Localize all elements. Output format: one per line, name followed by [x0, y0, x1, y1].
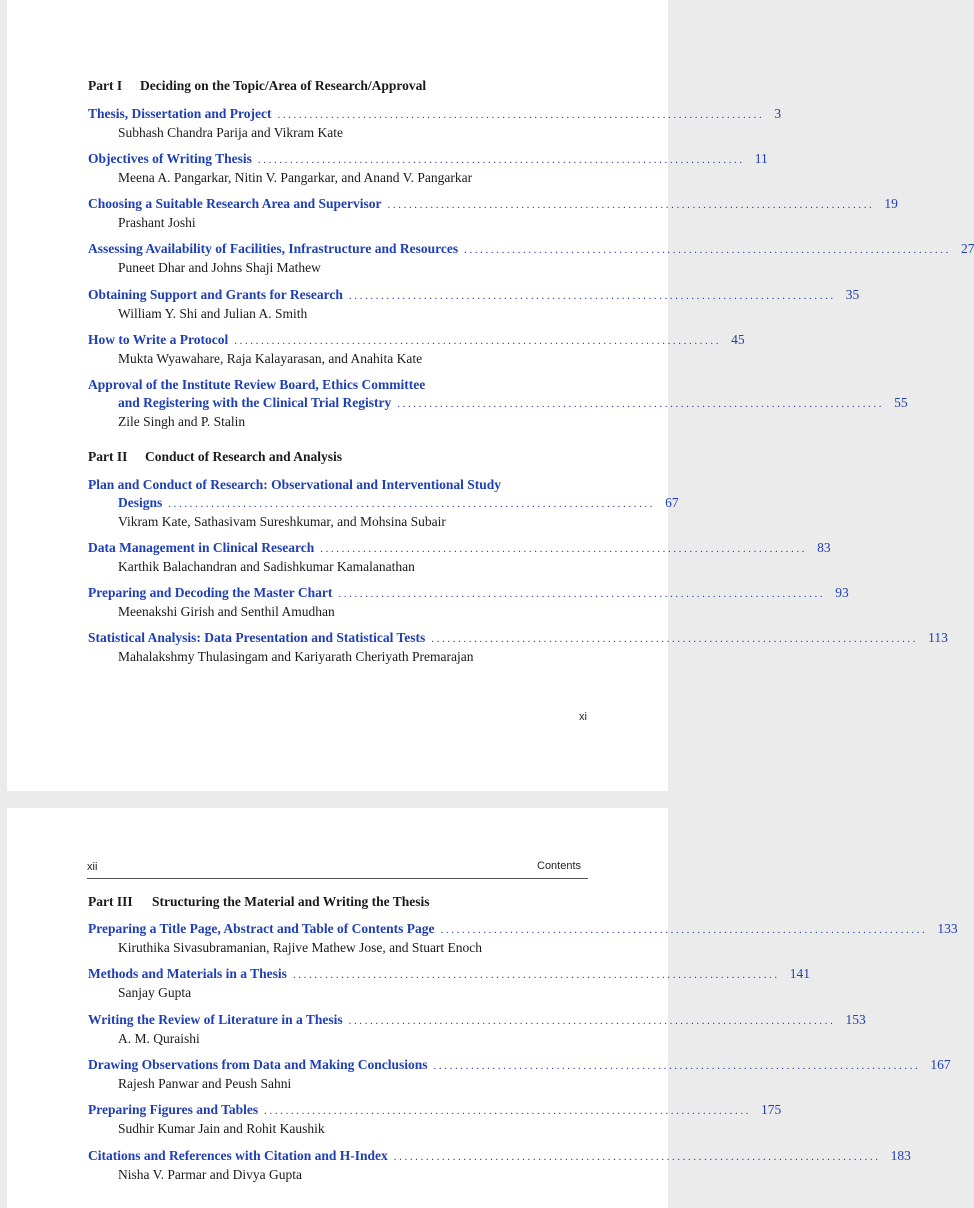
page-folio: xi — [579, 711, 587, 723]
toc-entry[interactable]: Drawing Observations from Data and Making Conclusions ........................................................................................... 167 Rajesh Panwar and Peush Sahni — [88, 1057, 951, 1091]
chapter-title[interactable]: Citations and References with Citation and H-Index — [88, 1148, 388, 1163]
page-number[interactable]: 3 — [774, 106, 782, 121]
page-number[interactable]: 67 — [665, 495, 679, 510]
chapter-title[interactable]: Preparing Figures and Tables — [88, 1102, 259, 1117]
chapter-authors: Karthik Balachandran and Sadishkumar Kamalanathan — [118, 559, 415, 574]
part-heading — [88, 894, 430, 910]
chapter-authors: Rajesh Panwar and Peush Sahni — [118, 1076, 292, 1091]
chapter-authors: Sanjay Gupta — [118, 985, 192, 1000]
chapter-title[interactable]: Assessing Availability of Facilities, Infrastructure and Resources — [88, 241, 459, 256]
chapter-authors: Sudhir Kumar Jain and Rohit Kaushik — [118, 1121, 325, 1136]
chapter-authors: Puneet Dhar and Johns Shaji Mathew — [118, 260, 321, 275]
part-heading — [88, 449, 342, 465]
toc-entry[interactable]: Plan and Conduct of Research: Observational and Interventional Study Designs ........................................................................................... 67 Vikram Kate, Sathasivam Sureshkumar, and Mohsina Subair — [88, 477, 679, 529]
chapter-authors: Vikram Kate, Sathasivam Sureshkumar, and Mohsina Subair — [118, 514, 446, 529]
header-rule — [87, 878, 588, 879]
chapter-authors: A. M. Quraishi — [118, 1031, 200, 1046]
chapter-authors: Mukta Wyawahare, Raja Kalayarasan, and Anahita Kate — [118, 351, 423, 366]
toc-entry[interactable]: Obtaining Support and Grants for Research ........................................................................................... 35 William Y. Shi and Julian A. Smith — [88, 287, 860, 321]
toc-entry[interactable]: Preparing and Decoding the Master Chart ........................................................................................... 93 Meenakshi Girish and Senthil Amudhan — [88, 585, 849, 619]
page-number[interactable]: 93 — [835, 585, 849, 600]
toc-entry[interactable]: Data Management in Clinical Research ........................................................................................... 83 Karthik Balachandran and Sadishkumar Kamalanathan — [88, 540, 831, 574]
part-heading — [88, 78, 426, 94]
chapter-authors: Zile Singh and P. Stalin — [118, 414, 246, 429]
page-number[interactable]: 141 — [789, 966, 811, 981]
part-number: Part II — [88, 449, 128, 464]
page-folio: xii — [87, 861, 98, 873]
page-number[interactable]: 113 — [928, 630, 948, 645]
toc-entry[interactable]: Preparing a Title Page, Abstract and Table of Contents Page ........................................................................................... 133 Kiruthika Sivasubramanian, Rajive Mathew Jose, and Stuart Enoch — [88, 921, 958, 955]
toc-entry[interactable]: Writing the Review of Literature in a Thesis ........................................................................................... 153 A. M. Quraishi — [88, 1012, 866, 1046]
toc-entry[interactable]: Approval of the Institute Review Board, Ethics Committee and Registering with the Clinical Trial Registry ........................................................................................... 55 Zile Singh and P. Stalin — [88, 377, 908, 429]
page-number[interactable]: 55 — [894, 395, 908, 410]
chapter-title[interactable]: Thesis, Dissertation and Project — [88, 106, 272, 121]
chapter-authors: William Y. Shi and Julian A. Smith — [118, 306, 308, 321]
part-title: Deciding on the Topic/Area of Research/Approval — [140, 78, 427, 93]
page-number[interactable]: 133 — [937, 921, 958, 936]
part-number: Part I — [88, 78, 123, 93]
chapter-title[interactable]: Obtaining Support and Grants for Research — [88, 287, 343, 302]
toc-entry[interactable]: Preparing Figures and Tables ........................................................................................... 175 Sudhir Kumar Jain and Rohit Kaushik — [88, 1102, 782, 1136]
chapter-title-line1[interactable]: Approval of the Institute Review Board, Ethics Committee — [88, 377, 426, 392]
page-number[interactable]: 45 — [731, 332, 745, 347]
chapter-title[interactable]: Preparing and Decoding the Master Chart — [88, 585, 333, 600]
chapter-title[interactable]: Data Management in Clinical Research — [88, 540, 315, 555]
page-number[interactable]: 167 — [930, 1057, 951, 1072]
toc-page-xii — [7, 808, 958, 1208]
chapter-authors: Kiruthika Sivasubramanian, Rajive Mathew Jose, and Stuart Enoch — [118, 940, 483, 955]
toc-page-xi — [7, 0, 974, 791]
page-number[interactable]: 83 — [817, 540, 831, 555]
chapter-title[interactable]: Preparing a Title Page, Abstract and Table of Contents Page — [88, 921, 435, 936]
chapter-authors: Prashant Joshi — [118, 215, 196, 230]
chapter-authors: Meena A. Pangarkar, Nitin V. Pangarkar, and Anand V. Pangarkar — [118, 170, 473, 185]
chapter-title[interactable]: Methods and Materials in a Thesis — [88, 966, 287, 981]
chapter-authors: Mahalakshmy Thulasingam and Kariyarath Cheriyath Premarajan — [118, 649, 474, 664]
toc-entry[interactable]: How to Write a Protocol ........................................................................................... 45 Mukta Wyawahare, Raja Kalayarasan, and Anahita Kate — [88, 332, 745, 366]
chapter-title[interactable]: How to Write a Protocol — [88, 332, 229, 347]
toc-entry[interactable]: Thesis, Dissertation and Project ........................................................................................... 3 Subhash Chandra Parija and Vikram Kate — [88, 106, 782, 140]
toc-entry[interactable]: Statistical Analysis: Data Presentation and Statistical Tests ........................................................................................... 113 Mahalakshmy Thulasingam and Kariyarath Cheriyath Premarajan — [88, 630, 948, 664]
page-number[interactable]: 19 — [884, 196, 898, 211]
chapter-authors: Nisha V. Parmar and Divya Gupta — [118, 1167, 302, 1182]
toc-entry[interactable]: Objectives of Writing Thesis ........................................................................................... 11 Meena A. Pangarkar, Nitin V. Pangarkar, and Anand V. Pangarkar — [88, 151, 768, 185]
chapter-title[interactable]: Choosing a Suitable Research Area and Supervisor — [88, 196, 382, 211]
page-number[interactable]: 27 — [960, 241, 974, 256]
page-number[interactable]: 11 — [754, 151, 768, 166]
page-number[interactable]: 175 — [761, 1102, 782, 1117]
chapter-authors: Meenakshi Girish and Senthil Amudhan — [118, 604, 335, 619]
part-title: Structuring the Material and Writing the Thesis — [152, 894, 430, 909]
toc-entry[interactable]: Choosing a Suitable Research Area and Supervisor ........................................................................................... 19 Prashant Joshi — [88, 196, 898, 230]
page-number[interactable]: 35 — [845, 287, 860, 302]
page-number[interactable]: 153 — [845, 1012, 866, 1027]
part-title: Conduct of Research and Analysis — [145, 449, 343, 464]
toc-entry[interactable]: Citations and References with Citation and H-Index ........................................................................................... 183 Nisha V. Parmar and Divya Gupta — [88, 1148, 911, 1182]
toc-entry[interactable]: Methods and Materials in a Thesis ........................................................................................... 141 Sanjay Gupta — [88, 966, 811, 1000]
chapter-title-line1[interactable]: Plan and Conduct of Research: Observational and Interventional Study — [88, 477, 502, 492]
chapter-title[interactable]: Objectives of Writing Thesis — [88, 151, 252, 166]
chapter-title[interactable]: Writing the Review of Literature in a Thesis — [88, 1012, 343, 1027]
chapter-title-line2[interactable]: and Registering with the Clinical Trial Registry — [118, 395, 392, 410]
page-number[interactable]: 183 — [890, 1148, 911, 1163]
chapter-title-line2[interactable]: Designs — [118, 495, 163, 510]
chapter-title[interactable]: Drawing Observations from Data and Making Conclusions — [88, 1057, 428, 1072]
chapter-title[interactable]: Statistical Analysis: Data Presentation and Statistical Tests — [88, 630, 426, 645]
running-head: Contents — [537, 860, 582, 872]
toc-entry[interactable]: Assessing Availability of Facilities, Infrastructure and Resources ........................................................................................... 27 Puneet Dhar and Johns Shaji Mathew — [88, 241, 974, 275]
chapter-authors: Subhash Chandra Parija and Vikram Kate — [118, 125, 344, 140]
part-number: Part III — [88, 894, 133, 909]
